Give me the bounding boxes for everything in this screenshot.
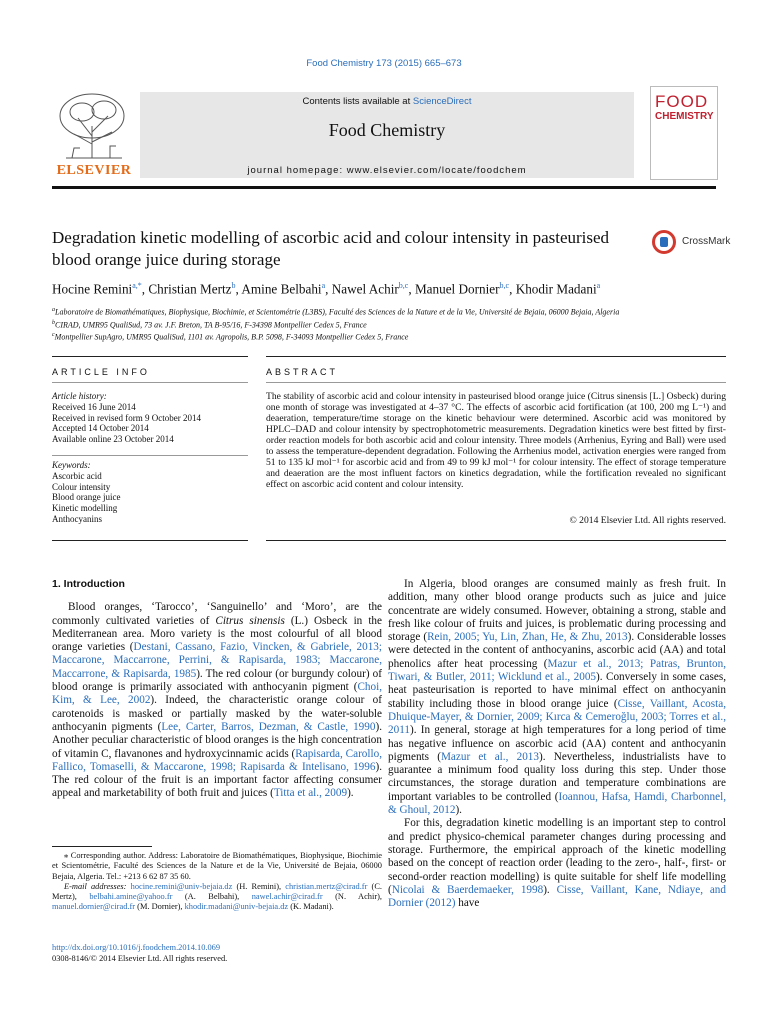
contents-prefix: Contents lists available at (302, 96, 413, 107)
citation-link[interactable]: belbahi.amine@yahoo.fr (89, 892, 173, 902)
affiliation-mark: c (52, 332, 55, 339)
footnote-rule (52, 846, 152, 847)
text-run: (M. Dornier), (135, 902, 185, 912)
affiliation (52, 330, 732, 343)
header-divider (52, 186, 716, 189)
citation-link[interactable]: manuel.dornier@cirad.fr (52, 902, 136, 912)
citation-link[interactable]: Mazur et al., 2013 (440, 750, 539, 763)
text-run: ). The red colour (or burgundy colour) of blood orange is primarily associated with anthocyanin pigment ( (52, 667, 382, 694)
text-run: have (455, 897, 480, 910)
article-history (52, 391, 252, 445)
author-affiliation-mark[interactable]: b,c (499, 281, 510, 290)
journal-cover (650, 86, 718, 180)
history-entry: Received 16 June 2014 (52, 401, 136, 412)
cover-title-line1: FOOD (655, 92, 709, 111)
keywords (52, 460, 252, 525)
citation-link[interactable]: Mazur et al., 2013; Patras, Brunton, Tiwari, & Butler, 2011; Wicklund et al., 2005 (388, 657, 726, 684)
affiliation-mark: a (52, 307, 55, 313)
abstract-copyright: © 2014 Elsevier Ltd. All rights reserved. (569, 515, 726, 526)
info-bottom-rule (52, 540, 248, 541)
footnotes (52, 851, 382, 913)
citation-link[interactable]: Lee, Carter, Barros, Dezman, & Castle, 1990 (161, 720, 376, 733)
author-name: Khodir Madani (515, 281, 597, 297)
abstract-text: The stability of ascorbic acid and colour intensity in pasteurised blood orange juice (Citrus sinensis [L.] Osbeck) during one month of storage was investigated at 4–37 °C. The effects of ascorbic acid fortification (at 100, 200 mg L⁻¹) and deaeration, temperature/time storage on the kinetic behaviour were determined. Ascorbic acid was monitored by HPLC–DAD and colour intensity by spectrophotometric measurements. Degradation kinetics were best fitted by first-order reaction models for both ascorbic acid and colour intensity. Three models (Arrhenius, Eyring and Ball) were used to assess the temperature-dependent degradation. Following the Arrhenius model, activation energies were ranged from 51 to 135 kJ mol⁻¹ for ascorbic acid and from 49 to 99 kJ mol⁻¹ for colour intensity. The effect of storage temperature and deaeration are the most influent factors on kinetics degradation, while the fortification revealed no significant effect on ascorbic acid content and colour intensity. (266, 391, 726, 490)
italic-text: Citrus sinensis (215, 614, 285, 627)
affiliation-text: Montpellier SupAgro, UMR95 QualiSud, 1101 av. Agropolis, B.P. 5098, F-34093 Montpellier Cedex 5, France (54, 332, 409, 342)
author-affiliation-mark[interactable]: b,c (398, 281, 409, 290)
keyword: Blood orange juice (52, 492, 121, 503)
journal-title: Food Chemistry (328, 120, 446, 140)
text-run: ). Conversely in some cases, heat pasteurisation is reported to have minimal effect on anthocyanin stability including those in blood orange juice ( (388, 671, 726, 710)
author-list: Hocine Remini$^{a,*}$, Christian Mertz$^b$, Amine Belbahi$^a$, Nawel Achir$^{b,c}$, Manuel Dornier$^{b,c}$, Khodir Madani$^a$ (52, 281, 601, 297)
citation-link[interactable]: Destani, Cassano, Fazio, Vincken, & Gabriele, 2013; Maccarone, Maccarrone, Perrini, & Rapisarda, 1983; Maccarone, Maccarrone, & Rapisarda, 1985 (52, 641, 383, 680)
keyword: Colour intensity (52, 481, 111, 492)
history-entry: Accepted 14 October 2014 (52, 423, 149, 434)
article-title: Degradation kinetic modelling of ascorbic acid and colour intensity in pasteurised blood orange juice during storage (52, 228, 610, 269)
abstract-bottom-rule (266, 540, 726, 541)
text-run: ). Indeed, the characteristic orange colour of carotenoids is masked or partially masked by the water-soluble anthocyanin pigments ( (52, 694, 382, 733)
doi-link[interactable]: http://dx.doi.org/10.1016/j.foodchem.2014.10.069 (52, 943, 221, 952)
text-run: (K. Madani). (288, 902, 334, 912)
crossmark-icon (652, 230, 676, 254)
citation-link[interactable]: Nicolai & Baerdemaeker, 1998 (391, 883, 544, 896)
italic-text: E-mail addresses: (64, 881, 131, 891)
text-run: ). Another peculiar characteristic of blood oranges is the high concentration of vitamin C, flavanones and hydroxycinnamic acids ( (52, 720, 382, 760)
citation-link[interactable]: khodir.madani@univ-bejaia.dz (184, 902, 289, 912)
keyword-items (52, 471, 252, 525)
keyword: Kinetic modelling (52, 503, 118, 514)
introduction-heading: 1. Introduction (52, 578, 125, 590)
crossmark-badge[interactable] (652, 230, 732, 258)
author-name: Nawel Achir (331, 281, 399, 297)
text-run: (A. Belbahi), (172, 892, 252, 902)
article-info-heading: ARTICLE INFO (52, 367, 150, 377)
affiliation-text: Laboratoire de Biomathématiques, Biophysique, Biochimie, et Scientométrie (L3BS), Faculté des Sciences de la Nature et de la Vie, Université de Bejaia, 06000 Bejaia, Algeria (55, 307, 620, 317)
author-affiliation-mark[interactable]: b (231, 281, 236, 290)
citation-link[interactable]: Ioannou, Hafsa, Hamdi, Charbonnel, & Ghoul, 2012 (388, 790, 726, 817)
text-run: (N. Achir), (322, 892, 382, 902)
history-items (52, 402, 252, 445)
citation-link[interactable]: Cisse, Vaillant, Acosta, Dhuique-Mayer, & Dornier, 2009; Kırca & Cemeroğlu, 2003; Torres et al., 2011 (388, 697, 726, 737)
citation-link[interactable]: Rapisarda, Carollo, Fallico, Tomaselli, & Maccarone, 1998; Rapisarda & Intelisano, 1996 (52, 747, 383, 773)
history-entry: Available online 23 October 2014 (52, 434, 174, 445)
info-sub-rule (52, 382, 248, 383)
citation-link[interactable]: christian.mertz@cirad.fr (285, 881, 368, 891)
text-run: For this, degradation kinetic modelling is an important step to control and predict physico-chemical parameter changes during processing and storage. Furthermore, the empirical approach of the kinetic modelling based on the concept of reaction order (leading to the zero-, half-, first- or second-order reaction modelling) is quite suitable for shelf life modelling ( (388, 817, 726, 896)
author-affiliation-mark[interactable]: a (321, 281, 326, 290)
contents-line (140, 96, 634, 107)
citation-link[interactable]: Choi, Kim, & Lee, 2002 (52, 681, 382, 707)
text-run: Blood oranges, ‘Tarocco’, ‘Sanguinello’ and ‘Moro’, are the commonly cultivated varieties of (52, 601, 382, 627)
affiliation-list (52, 305, 732, 343)
doi-block (52, 943, 382, 964)
author-affiliation-mark[interactable]: a (596, 281, 601, 290)
history-entry: Received in revised form 9 October 2014 (52, 412, 201, 423)
history-label: Article history: (52, 391, 107, 401)
citation-link[interactable]: hocine.remini@univ-bejaia.dz (130, 881, 233, 891)
citation-link[interactable]: Cisse, Vaillant, Kane, Ndiaye, and Dornier (2012) (388, 883, 726, 910)
abstract-heading: ABSTRACT (266, 367, 339, 377)
keywords-label: Keywords: (52, 460, 91, 470)
sciencedirect-link[interactable]: ScienceDirect (412, 96, 472, 107)
intro-paragraph-1 (52, 601, 382, 800)
author-name: Amine Belbahi (241, 281, 322, 297)
text-run: (H. Remini), (232, 881, 286, 891)
citation-link[interactable]: Titta et al., 2009 (273, 787, 348, 800)
author-affiliation-mark[interactable]: a,* (132, 281, 142, 290)
abstract-top-rule (266, 356, 726, 357)
author-name: Christian Mertz (148, 281, 232, 297)
keywords-rule (52, 455, 248, 456)
citation-link[interactable]: Rein, 2005; Yu, Lin, Zhan, He, & Zhu, 2013 (427, 631, 628, 644)
text-run: ). (455, 804, 462, 817)
journal-homepage[interactable]: journal homepage: www.elsevier.com/locate/foodchem (247, 165, 527, 176)
abstract-sub-rule (266, 382, 726, 383)
text-run: ). The red colour of the fruit is an important factor affecting consumer appeal and marketability of both fruit and juices ( (52, 760, 382, 800)
author-name: Hocine Remini (52, 281, 133, 297)
body-column-left (52, 578, 382, 801)
journal-reference[interactable]: Food Chemistry 173 (2015) 665–673 (306, 58, 462, 69)
issn-line: 0308-8146/© 2014 Elsevier Ltd. All rights reserved. (52, 953, 228, 963)
affiliation (52, 305, 732, 318)
text-run: In Algeria, blood oranges are consumed mainly as fresh fruit. In addition, many other blood orange products such as juice and juice concentrate are widely consumed. However, obtaining a strong, stable and fresh like colour of fruits and juices, is problematic during processing and storage ( (388, 578, 726, 644)
author-name: Manuel Dornier (414, 281, 500, 297)
text-run: ). In general, storage at high temperatures for a long period of time has negative influence on ascorbic acid (AA) content and anthocyanin pigments ( (388, 724, 726, 763)
corresponding-author-note: ⁎ Corresponding author. Address: Laboratoire de Biomathématiques, Biophysique, Biochimie et Scientométrie, Faculté des Sciences de la Nature et de la Vie, Université de Bejaia, 06000 Bejaia, Algeria. Tel.: +213 6 62 87 35 60. (52, 851, 382, 881)
affiliation-text: CIRAD, UMR95 QualiSud, 73 av. J.F. Breton, TA B-95/16, F-34398 Montpellier Cedex 5, France (55, 320, 367, 330)
text-run: ). (347, 787, 354, 800)
publisher-name: ELSEVIER (56, 163, 132, 178)
text-run: ). Considerable losses were detected in the content of anthocyanins, ascorbic acid (AA) and total phenolics after heat processing ( (388, 631, 726, 670)
affiliation-mark: b (52, 319, 55, 326)
text-run: (C. Mertz), (52, 881, 382, 902)
keyword: Ascorbic acid (52, 470, 102, 481)
intro-paragraph-3 (388, 817, 726, 910)
affiliation (52, 318, 732, 331)
crossmark-label: CrossMark (682, 236, 731, 247)
info-top-rule (52, 356, 248, 357)
body-column-right (388, 578, 726, 910)
email-addresses (52, 882, 382, 913)
cover-title-line2: CHEMISTRY (655, 111, 714, 122)
citation-link[interactable]: nawel.achir@cirad.fr (251, 892, 323, 902)
keyword: Anthocyanins (52, 513, 102, 524)
intro-paragraph-2 (388, 578, 726, 817)
text-run: ). Nevertheless, industrialists have to guarantee a minimum food quality loss during this step. Under those circumstances, the storage duration and temperature combinations are important variables to be controlled ( (388, 750, 726, 803)
text-run: (L.) Osbeck in the Mediterranean area. Moro variety is the most colourful of all blood orange varieties ( (52, 614, 382, 654)
text-run: ). (543, 883, 557, 896)
